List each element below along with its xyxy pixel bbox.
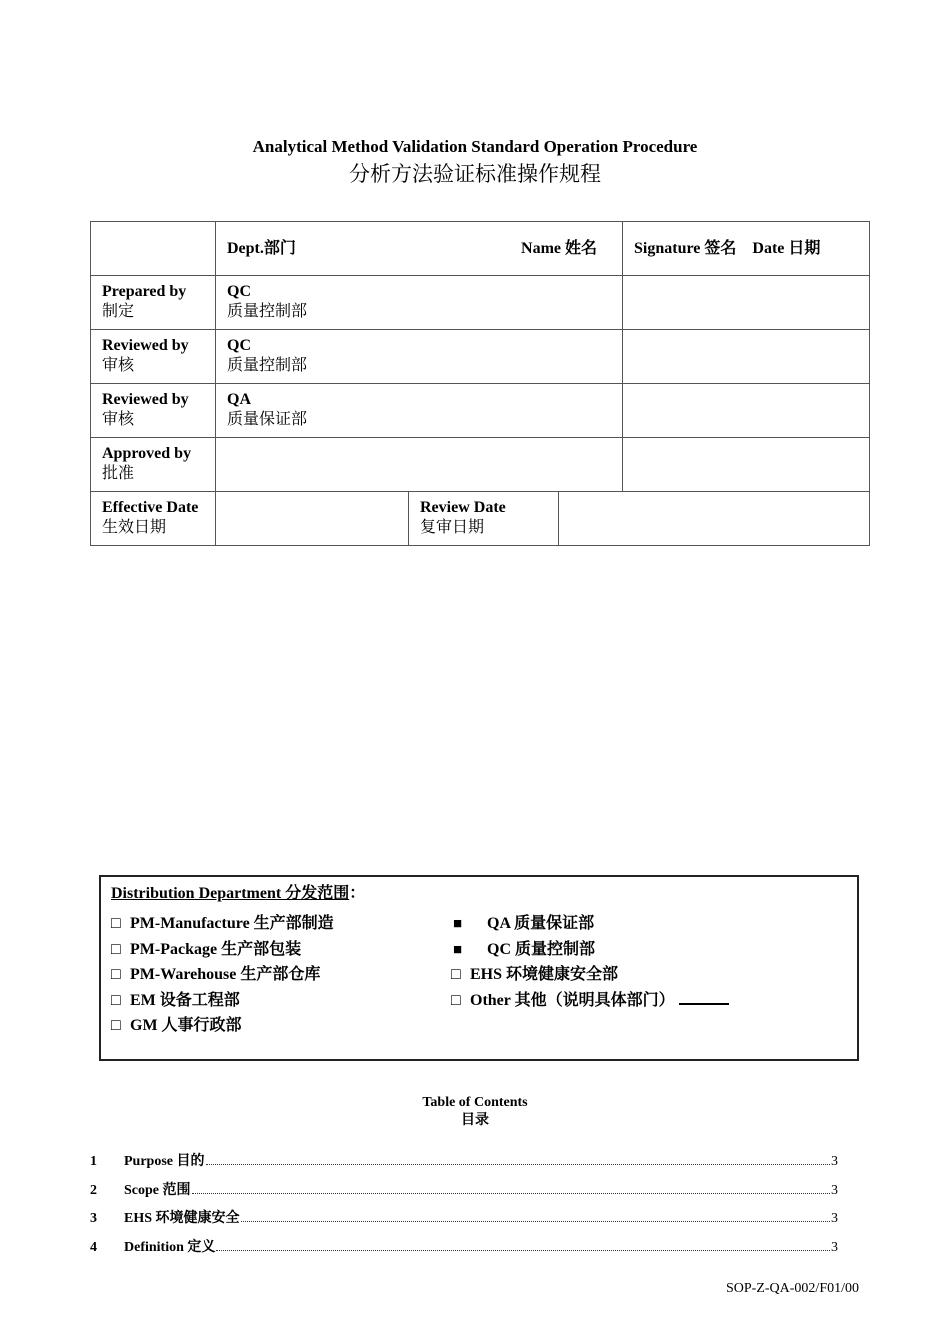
role-en: Prepared by	[102, 283, 187, 300]
dept-cell[interactable]	[216, 438, 623, 492]
checkbox-filled-icon[interactable]: ■	[453, 916, 463, 932]
role-cn: 审核	[102, 357, 135, 374]
signature-row-reviewed-qc	[91, 330, 870, 384]
header-dept-name-cell	[216, 222, 623, 276]
dept-cn: 质量控制部	[227, 357, 308, 374]
distribution-left-column	[111, 910, 334, 1038]
signature-cell[interactable]	[623, 276, 870, 330]
dot-leader	[241, 1221, 830, 1222]
toc-entry[interactable]: 4 Definition 定义 3	[90, 1239, 838, 1255]
date-row	[91, 492, 870, 546]
distribution-item[interactable]: □ EM 设备工程部	[111, 991, 240, 1009]
signature-row-reviewed-qa	[91, 384, 870, 438]
signature-table-header	[91, 222, 870, 276]
role-cn: 审核	[102, 411, 135, 428]
dept-en: QC	[227, 283, 251, 300]
signature-table	[90, 221, 870, 546]
header-signature: Signature 签名	[634, 239, 737, 257]
role-en: Reviewed by	[102, 337, 189, 354]
checkbox-empty-icon[interactable]: □	[111, 1017, 121, 1034]
table-of-contents	[90, 1150, 838, 1264]
document-title-cn: 分析方法验证标准操作规程	[349, 162, 601, 186]
review-date-label: Review Date	[420, 499, 506, 516]
other-dept-blank[interactable]	[679, 989, 729, 1005]
header-date: Date 日期	[752, 239, 821, 257]
distribution-item[interactable]: □ PM-Manufacture 生产部制造	[111, 915, 334, 932]
checkbox-empty-icon[interactable]: □	[111, 966, 121, 983]
toc-entry[interactable]: 2 Scope 范围 3	[90, 1182, 838, 1198]
dot-leader	[216, 1250, 830, 1251]
signature-cell[interactable]	[623, 384, 870, 438]
checkbox-empty-icon[interactable]: □	[111, 940, 121, 958]
signature-cell[interactable]	[623, 330, 870, 384]
distribution-item[interactable]: □ PM-Warehouse 生产部仓库	[111, 966, 321, 983]
role-en: Approved by	[102, 445, 192, 462]
distribution-item[interactable]: ■ QC 质量控制部	[453, 940, 596, 958]
distribution-item[interactable]: □ Other 其他（说明具体部门）	[451, 987, 729, 1013]
distribution-right-column	[451, 910, 729, 1012]
role-cn: 制定	[102, 303, 135, 320]
checkbox-empty-icon[interactable]: □	[451, 991, 461, 1009]
effective-date-value[interactable]	[216, 492, 409, 546]
distribution-box	[99, 875, 859, 1061]
dot-leader	[192, 1193, 831, 1194]
toc-entry[interactable]: 3 EHS 环境健康安全 3	[90, 1211, 838, 1226]
header-blank-cell	[91, 222, 216, 276]
review-date-label-cn: 复审日期	[420, 519, 485, 536]
distribution-item[interactable]: □ GM 人事行政部	[111, 1017, 242, 1034]
toc-entry[interactable]: 1 Purpose 目的 3	[90, 1154, 838, 1169]
distribution-item[interactable]: □ EHS 环境健康安全部	[451, 966, 619, 983]
toc-title: Table of Contents 目录	[422, 1095, 528, 1128]
effective-date-label-cn: 生效日期	[102, 519, 167, 536]
dept-cn: 质量控制部	[227, 303, 308, 320]
review-date-value[interactable]	[559, 492, 870, 546]
signature-row-approved	[91, 438, 870, 492]
effective-date-label: Effective Date	[102, 499, 199, 516]
checkbox-empty-icon[interactable]: □	[111, 915, 121, 932]
header-name: Name 姓名	[521, 239, 598, 257]
header-signature-date-cell	[623, 222, 870, 276]
role-en: Reviewed by	[102, 391, 189, 408]
role-cn: 批准	[102, 465, 135, 482]
checkbox-empty-icon[interactable]: □	[111, 991, 121, 1009]
signature-row-prepared	[91, 276, 870, 330]
document-code: SOP-Z-QA-002/F01/00	[725, 1281, 859, 1296]
dept-en: QA	[227, 391, 251, 408]
header-dept: Dept.部门	[227, 239, 296, 257]
distribution-item[interactable]: ■ QA 质量保证部	[453, 915, 595, 932]
distribution-item[interactable]: □ PM-Package 生产部包装	[111, 940, 302, 958]
signature-cell[interactable]	[623, 438, 870, 492]
dot-leader	[206, 1164, 831, 1165]
distribution-title: Distribution Department 分发范围：	[111, 885, 366, 902]
dept-cn: 质量保证部	[227, 411, 308, 428]
document-title-en: Analytical Method Validation Standard Operation Procedure	[252, 137, 698, 156]
checkbox-empty-icon[interactable]: □	[451, 966, 461, 983]
checkbox-filled-icon[interactable]: ■	[453, 941, 463, 958]
dept-en: QC	[227, 337, 251, 354]
